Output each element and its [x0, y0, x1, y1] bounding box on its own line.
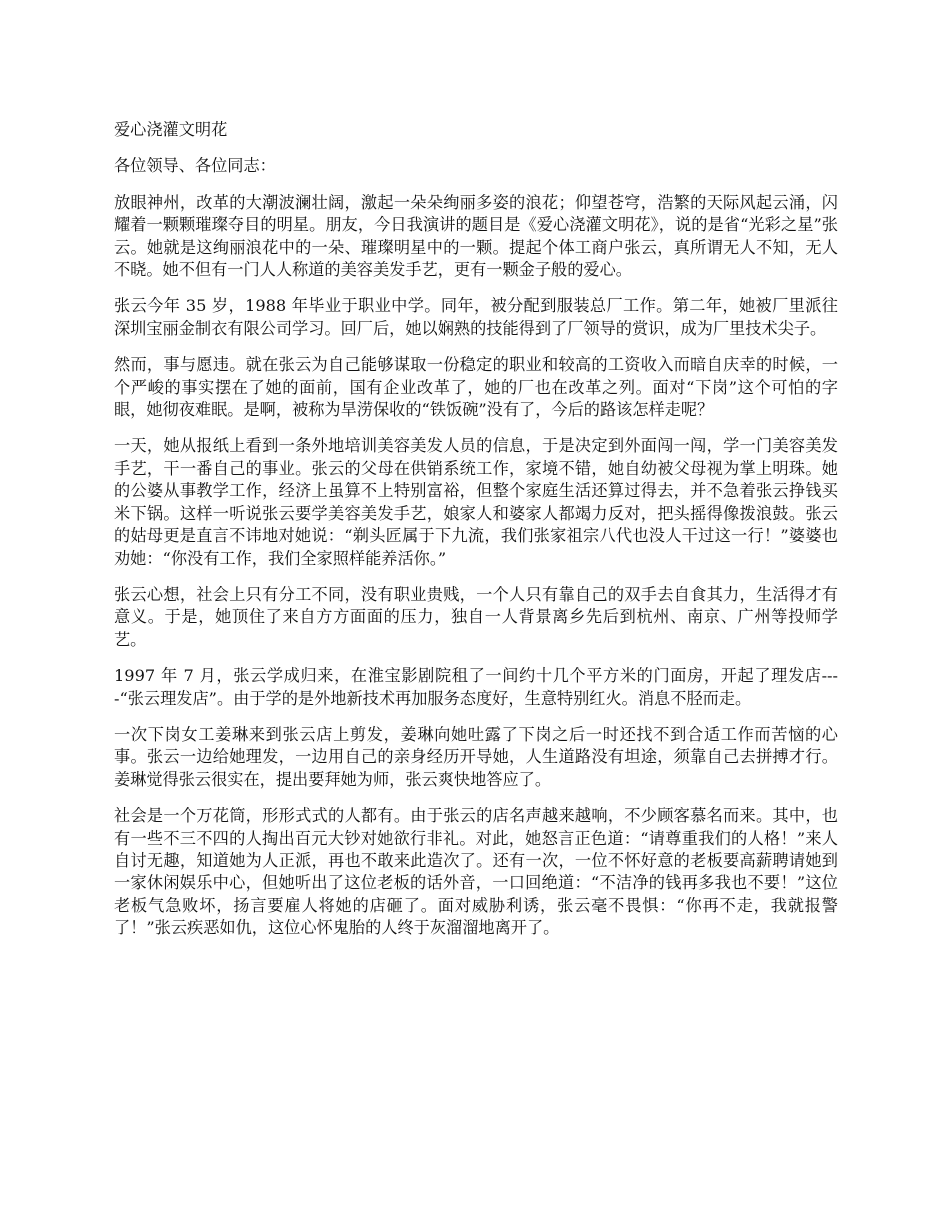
document-body [114, 119, 838, 954]
document-title: 爱心浇灌文明花 [114, 120, 228, 139]
paragraph: 一天，她从报纸上看到一条外地培训美容美发人员的信息，于是决定到外面闯一闯，学一门美容美发手艺，干一番自己的事业。张云的父母在供销系统工作，家境不错，她自幼被父母视为掌上明珠。她的公婆从事教学工作，经济上虽算不上特别富裕，但整个家庭生活还算过得去，并不急着张云挣钱买米下锅。这样一听说张云要学美容美发手艺，娘家人和婆家人都竭力反对，把头摇得像拨浪鼓。张云的姑母更是直言不讳地对她说：“剃头匠属于下九流，我们张家祖宗八代也没人干过这一行！”婆婆也劝她：“你没有工作，我们全家照样能养活你。” [114, 436, 838, 568]
paragraph: 张云心想，社会上只有分工不同，没有职业贵贱，一个人只有靠自己的双手去自食其力，生活得才有意义。于是，她顶住了来自方方面面的压力，独自一人背景离乡先后到杭州、南京、广州等投师学艺。 [114, 584, 838, 649]
paragraph: 张云今年 35 岁，1988 年毕业于职业中学。同年，被分配到服装总厂工作。第二年，她被厂里派往深圳宝丽金制衣有限公司学习。回厂后，她以娴熟的技能得到了厂领导的赏识，成为厂里技术尖子。 [114, 296, 838, 338]
paragraph: 然而，事与愿违。就在张云为自己能够谋取一份稳定的职业和较高的工资收入而暗自庆幸的时候，一个严峻的事实摆在了她的面前，国有企业改革了，她的厂也在改革之列。面对“下岗”这个可怕的字眼，她彻夜难眠。是啊，被称为旱涝保收的“铁饭碗”没有了，今后的路该怎样走呢？ [114, 355, 838, 420]
paragraph: 1997 年 7 月，张云学成归来，在淮宝影剧院租了一间约十几个平方米的门面房，开起了理发店----“张云理发店”。由于学的是外地新技术再加服务态度好，生意特别红火。消息不胫而走。 [114, 666, 838, 708]
paragraph: 放眼神州，改革的大潮波澜壮阔，激起一朵朵绚丽多姿的浪花；仰望苍穹，浩繁的天际风起云涌，闪耀着一颗颗璀璨夺目的明星。朋友，今日我演讲的题目是《爱心浇灌文明花》，说的是省“光彩之星”张云。她就是这绚丽浪花中的一朵、璀璨明星中的一颗。提起个体工商户张云，真所谓无人不知，无人不晓。她不但有一门人人称道的美容美发手艺，更有一颗金子般的爱心。 [114, 192, 838, 280]
greeting-line: 各位领导、各位同志： [114, 156, 276, 176]
paragraph: 社会是一个万花筒，形形式式的人都有。由于张云的店名声越来越响，不少顾客慕名而来。其中，也有一些不三不四的人掏出百元大钞对她欲行非礼。对此，她怒言正色道：“请尊重我们的人格！”来人自讨无趣，知道她为人正派，再也不敢来此造次了。还有一次，一位不怀好意的老板要高薪聘请她到一家休闲娱乐中心，但她听出了这位老板的话外音，一口回绝道：“不洁净的钱再多我也不要！”这位老板气急败坏，扬言要雇人将她的店砸了。面对威胁利诱，张云毫不畏惧：“你再不走，我就报警了！”张云疾恶如仇，这位心怀鬼胎的人终于灰溜溜地离开了。 [114, 806, 838, 938]
paragraph: 一次下岗女工姜琳来到张云店上剪发，姜琳向她吐露了下岗之后一时还找不到合适工作而苦恼的心事。张云一边给她理发，一边用自己的亲身经历开导她，人生道路没有坦途，须靠自己去拼搏才行。姜琳觉得张云很实在，提出要拜她为师，张云爽快地答应了。 [114, 724, 838, 789]
